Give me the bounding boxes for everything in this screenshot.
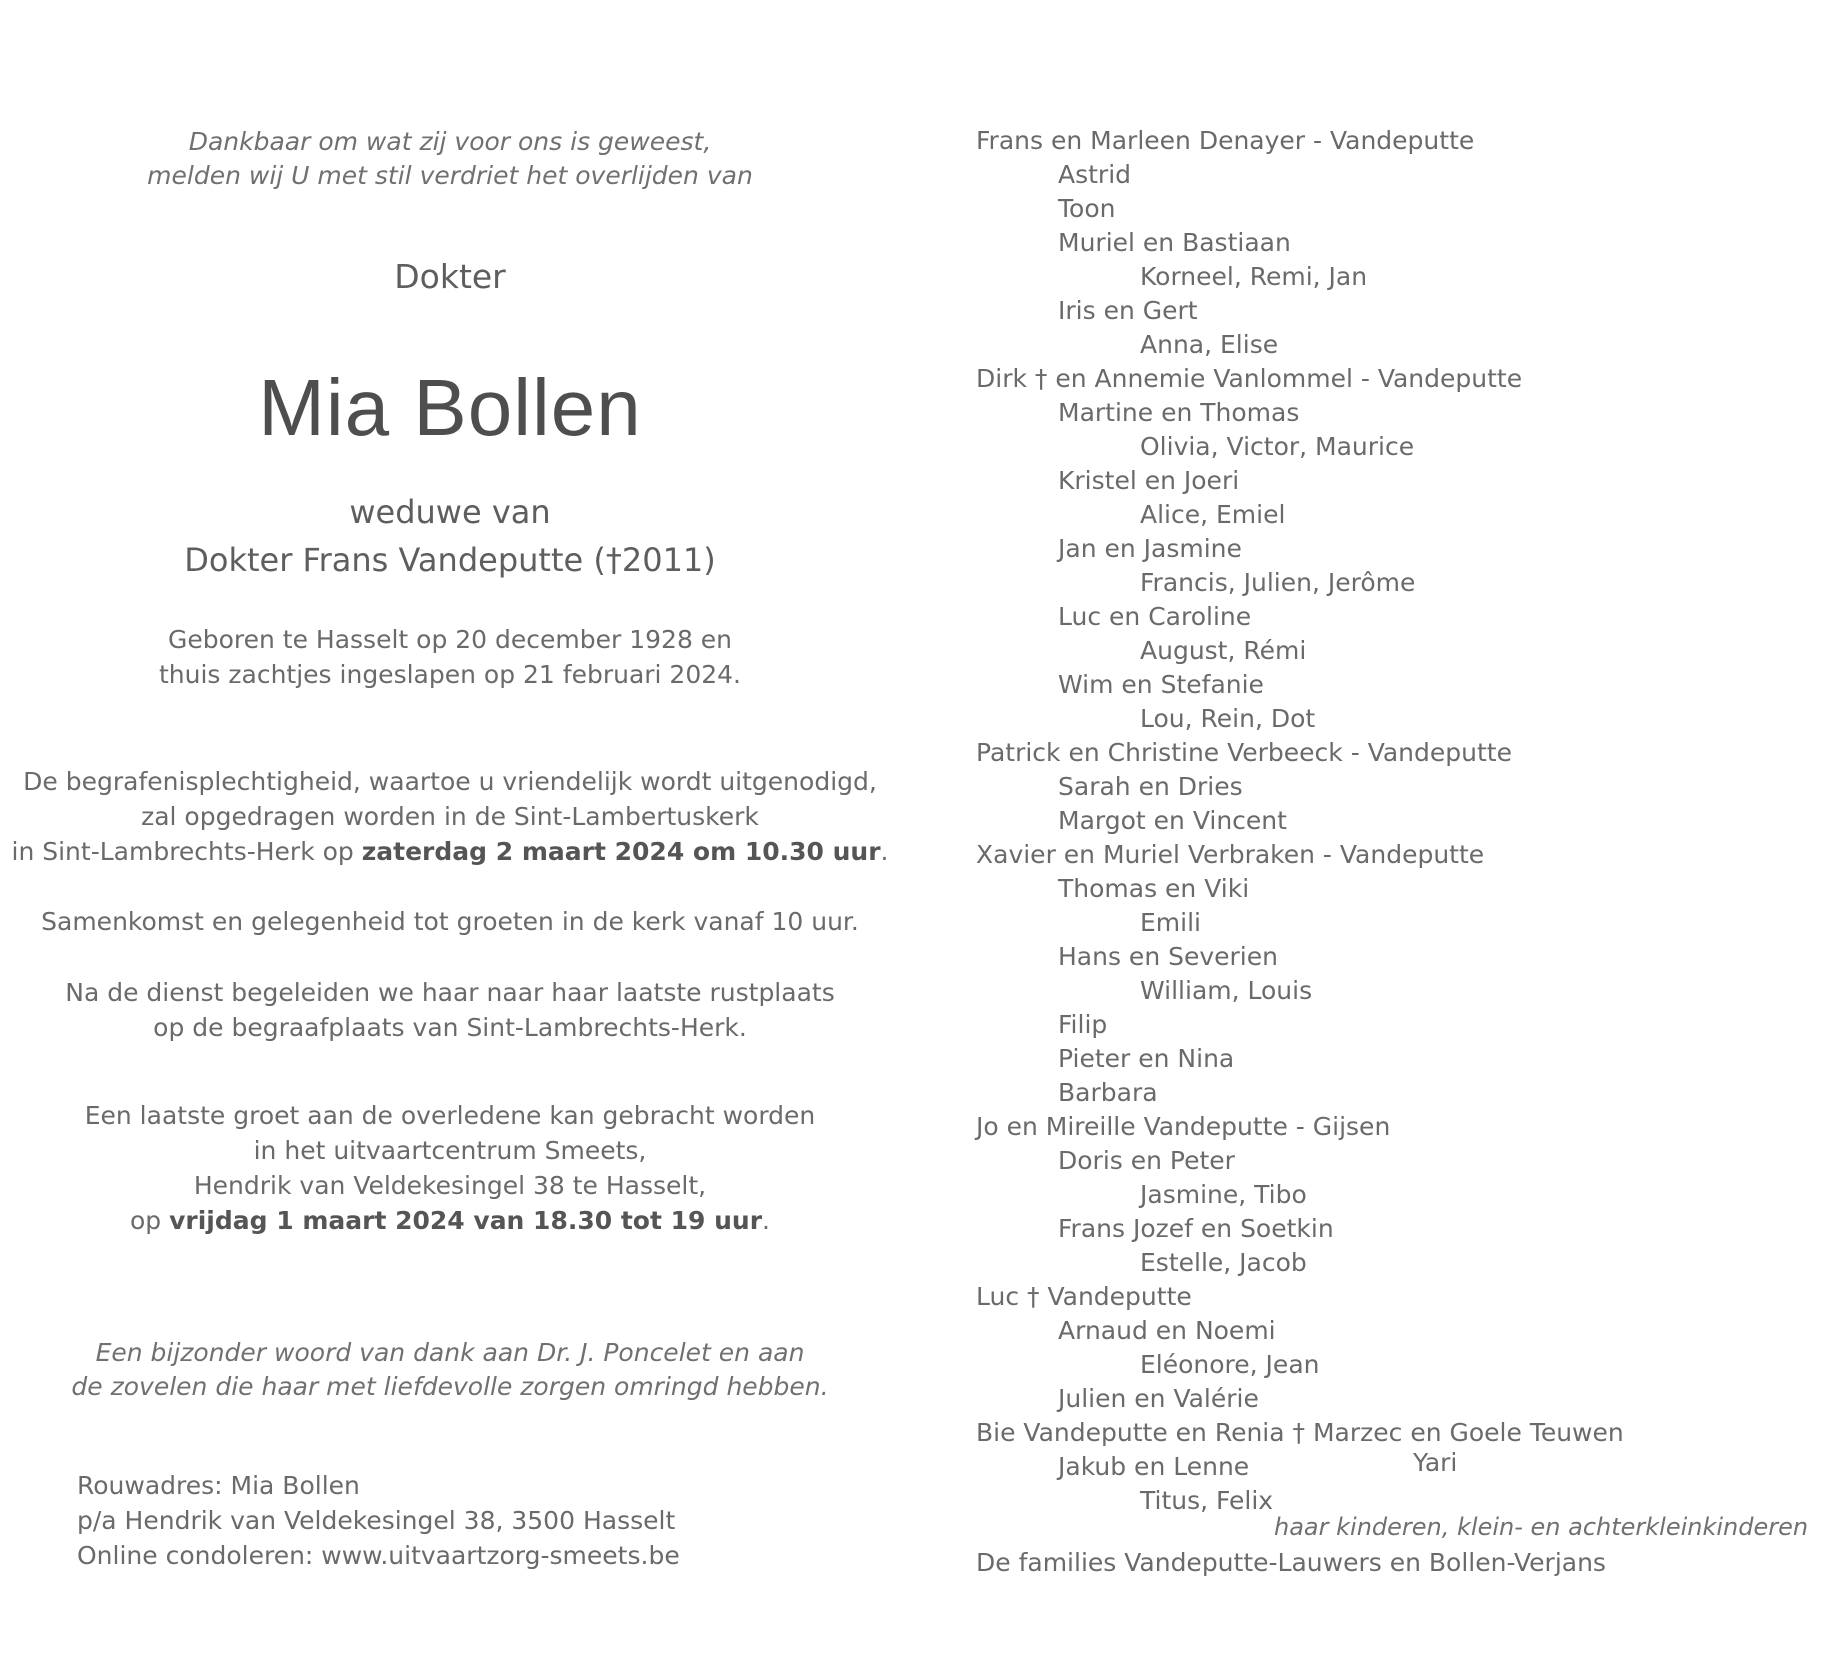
family-line-level-2: Lou, Rein, Dot [1140, 704, 1316, 733]
family-line-level-2: Alice, Emiel [1140, 500, 1286, 529]
address-line-1: Rouwadres: Mia Bollen [77, 1471, 360, 1500]
family-line-level-0: Xavier en Muriel Verbraken - Vandeputte [976, 840, 1485, 869]
family-line-level-1: Jakub en Lenne [1058, 1452, 1250, 1481]
family-line-level-1: Filip [1058, 1010, 1108, 1039]
family-line-level-1: Muriel en Bastiaan [1058, 228, 1291, 257]
family-line-level-0: Dirk † en Annemie Vanlommel - Vandeputte [976, 364, 1523, 393]
family-line-level-2: Titus, Felix [1140, 1486, 1274, 1515]
burial-line-2: op de begraafplaats van Sint-Lambrechts-Herk. [153, 1013, 747, 1042]
funeral-line-2: zal opgedragen worden in de Sint-Lambertuskerk [141, 802, 759, 831]
family-line-level-1: Julien en Valérie [1058, 1384, 1259, 1413]
family-line-level-1: Luc en Caroline [1058, 602, 1252, 631]
visitation-line-4-post: . [762, 1206, 770, 1235]
family-extra-name: Yari [1413, 1448, 1458, 1477]
deceased-name: Mia Bollen [258, 363, 642, 452]
family-line-level-1: Hans en Severien [1058, 942, 1278, 971]
family-line-level-1: Kristel en Joeri [1058, 466, 1240, 495]
funeral-line-3-post: . [880, 837, 889, 866]
family-line-level-2: Eléonore, Jean [1140, 1350, 1320, 1379]
funeral-line-1: De begrafenisplechtigheid, waartoe u vriendelijk wordt uitgenodigd, [23, 767, 877, 796]
widow-of-text: weduwe van [349, 493, 551, 531]
intro-line-2: melden wij U met stil verdriet het overlijden van [147, 161, 753, 190]
family-line-level-1: Iris en Gert [1058, 296, 1198, 325]
family-line-level-0: Patrick en Christine Verbeeck - Vandeputte [976, 738, 1512, 767]
address-line-2: p/a Hendrik van Veldekesingel 38, 3500 Hasselt [77, 1506, 676, 1535]
family-line-level-1: Frans Jozef en Soetkin [1058, 1214, 1334, 1243]
gathering-text: Samenkomst en gelegenheid tot groeten in de kerk vanaf 10 uur. [41, 907, 859, 936]
family-line-level-1: Arnaud en Noemi [1058, 1316, 1276, 1345]
spouse-name: Dokter Frans Vandeputte (†2011) [184, 541, 716, 579]
visitation-line-4-pre: op [129, 1206, 170, 1235]
born-line-1: Geboren te Hasselt op 20 december 1928 en [167, 625, 733, 654]
burial-line-1: Na de dienst begeleiden we haar naar haar laatste rustplaats [65, 978, 835, 1007]
families-line: De families Vandeputte-Lauwers en Bollen-Verjans [976, 1548, 1606, 1577]
family-line-level-2: Korneel, Remi, Jan [1140, 262, 1368, 291]
family-line-level-1: Barbara [1058, 1078, 1158, 1107]
closing-phrase: haar kinderen, klein- en achterkleinkinderen [1274, 1513, 1809, 1541]
family-line-level-1: Jan en Jasmine [1058, 534, 1242, 563]
funeral-line-3-pre: in Sint-Lambrechts-Herk op [11, 837, 362, 866]
family-line-level-1: Margot en Vincent [1058, 806, 1287, 835]
address-line-3: Online condoleren: www.uitvaartzorg-smeets.be [77, 1541, 680, 1570]
family-line-level-1: Toon [1058, 194, 1116, 223]
family-line-level-1: Sarah en Dries [1058, 772, 1243, 801]
family-line-level-0: Frans en Marleen Denayer - Vandeputte [976, 126, 1475, 155]
family-line-level-1: Thomas en Viki [1058, 874, 1250, 903]
family-line-level-2: Olivia, Victor, Maurice [1140, 432, 1415, 461]
family-line-level-1: Astrid [1058, 160, 1132, 189]
family-line-level-1: Doris en Peter [1058, 1146, 1235, 1175]
family-line-level-1: Martine en Thomas [1058, 398, 1300, 427]
deceased-title: Dokter [394, 257, 506, 296]
thanks-line-2: de zovelen die haar met liefdevolle zorgen omringd hebben. [71, 1372, 829, 1401]
family-line-level-2: William, Louis [1140, 976, 1313, 1005]
family-line-level-2: Estelle, Jacob [1140, 1248, 1307, 1277]
thanks-line-1: Een bijzonder woord van dank aan Dr. J. Poncelet en aan [95, 1338, 805, 1367]
visitation-line-1: Een laatste groet aan de overledene kan gebracht worden [84, 1101, 816, 1130]
family-line-level-2: Anna, Elise [1140, 330, 1279, 359]
family-line-level-0: Luc † Vandeputte [976, 1282, 1192, 1311]
family-line-level-0: Bie Vandeputte en Renia † Marzec en Goele Teuwen [976, 1418, 1624, 1447]
family-line-level-0: Jo en Mireille Vandeputte - Gijsen [976, 1112, 1391, 1141]
funeral-date: zaterdag 2 maart 2024 om 10.30 uur [361, 837, 881, 866]
family-line-level-2: August, Rémi [1140, 636, 1307, 665]
visitation-line-2: in het uitvaartcentrum Smeets, [253, 1136, 647, 1165]
family-line-level-2: Emili [1140, 908, 1201, 937]
family-line-level-1: Wim en Stefanie [1058, 670, 1264, 699]
visitation-date: vrijdag 1 maart 2024 van 18.30 tot 19 uur [169, 1206, 763, 1235]
born-line-2: thuis zachtjes ingeslapen op 21 februari 2024. [158, 660, 742, 689]
intro-line-1: Dankbaar om wat zij voor ons is geweest, [188, 127, 712, 156]
family-line-level-1: Pieter en Nina [1058, 1044, 1235, 1073]
family-line-level-2: Francis, Julien, Jerôme [1140, 568, 1416, 597]
visitation-line-3: Hendrik van Veldekesingel 38 te Hasselt, [193, 1171, 707, 1200]
family-line-level-2: Jasmine, Tibo [1140, 1180, 1307, 1209]
